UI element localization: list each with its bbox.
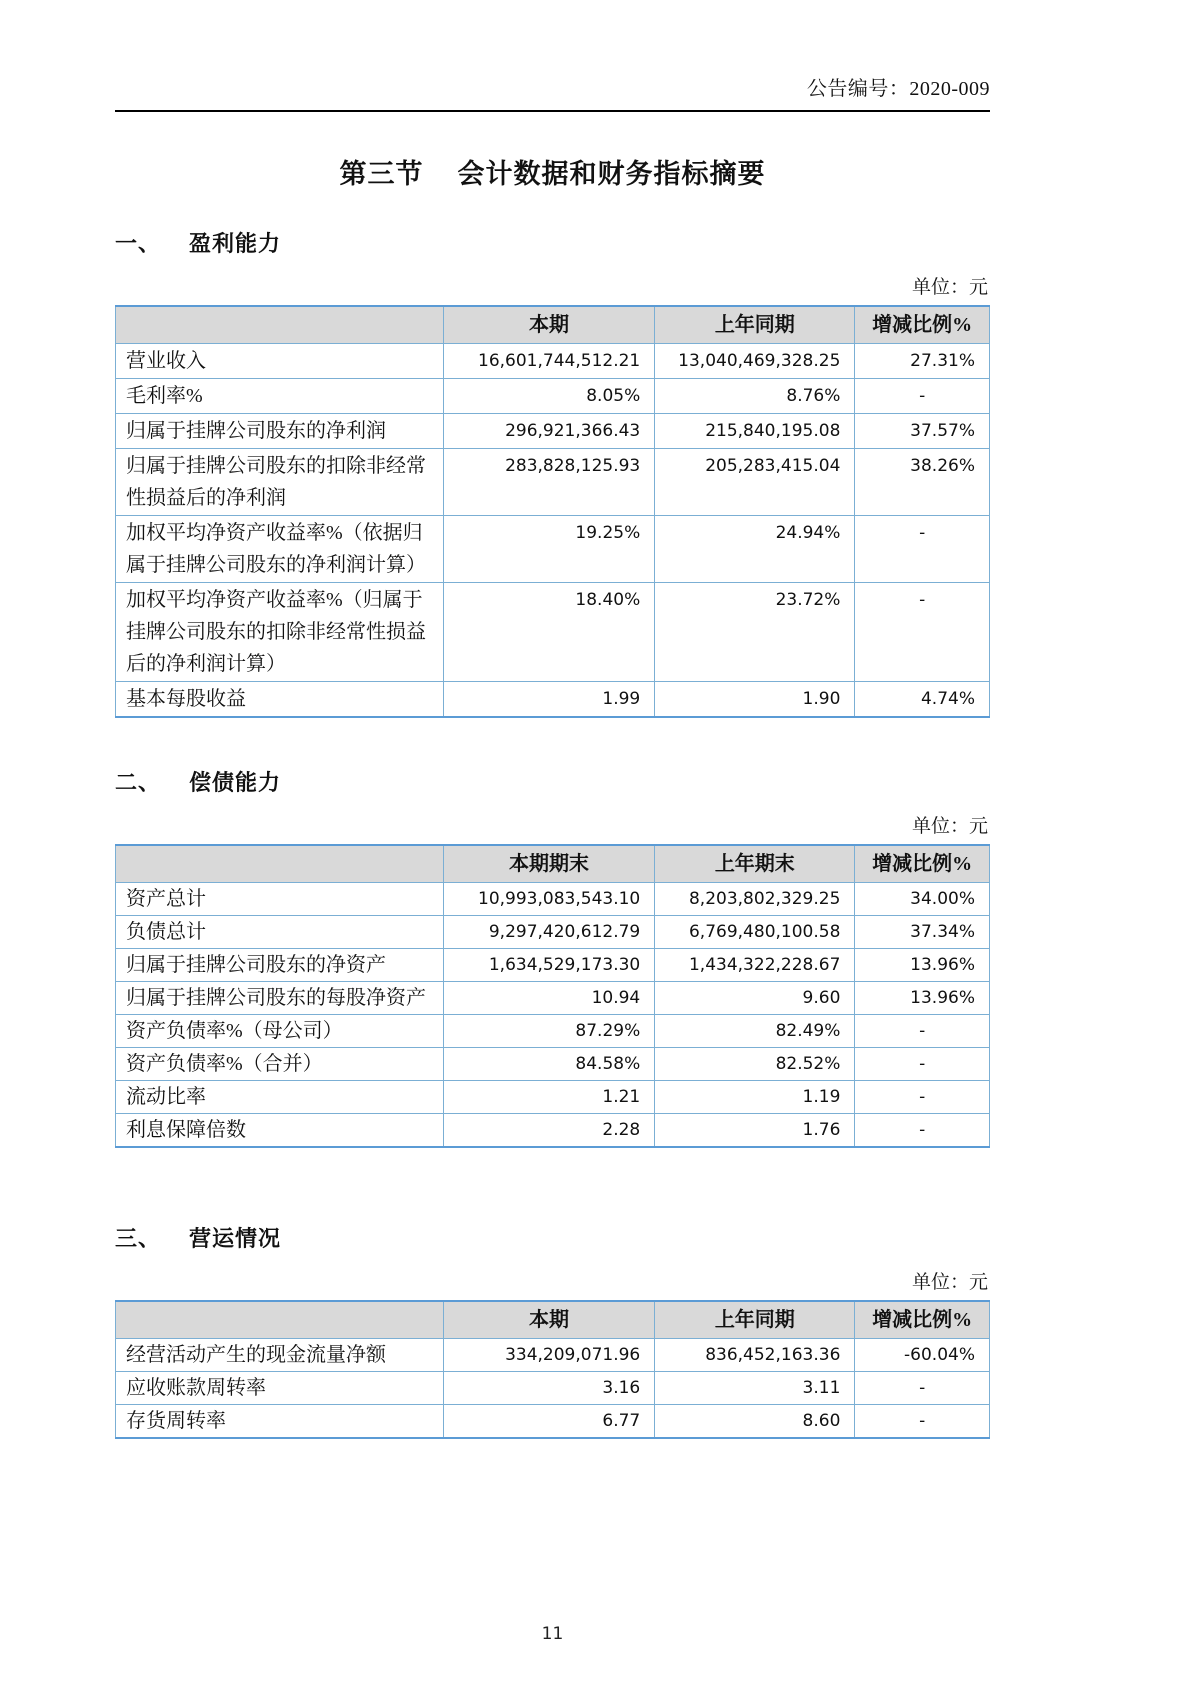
prior-value: 6,769,480,100.58 — [655, 916, 855, 949]
title-section-no: 第三节 — [339, 159, 424, 189]
change-value: 37.57% — [855, 414, 990, 449]
prior-value: 8.60 — [655, 1405, 855, 1439]
col-header-current: 本期 — [443, 306, 655, 344]
table-row — [116, 982, 990, 1015]
col-header-prior: 上年同期 — [655, 306, 855, 344]
prior-value: 82.52% — [655, 1048, 855, 1081]
prior-value: 205,283,415.04 — [655, 449, 855, 516]
prior-value: 23.72% — [655, 583, 855, 682]
col-header-blank — [116, 306, 444, 344]
row-label: 加权平均净资产收益率%（依据归属于挂牌公司股东的净利润计算） — [116, 516, 444, 583]
table-row — [116, 916, 990, 949]
change-value: 37.34% — [855, 916, 990, 949]
current-value: 1,634,529,173.30 — [443, 949, 655, 982]
change-value: -60.04% — [855, 1339, 990, 1372]
current-value: 9,297,420,612.79 — [443, 916, 655, 949]
row-label: 毛利率% — [116, 379, 444, 414]
table-row — [116, 1114, 990, 1148]
prior-value: 3.11 — [655, 1372, 855, 1405]
table-row — [116, 1339, 990, 1372]
current-value: 18.40% — [443, 583, 655, 682]
change-value: - — [855, 1114, 990, 1148]
prior-value: 8,203,802,329.25 — [655, 883, 855, 916]
section-number: 二、 — [115, 770, 162, 795]
row-label: 加权平均净资产收益率%（归属于挂牌公司股东的扣除非经常性损益后的净利润计算） — [116, 583, 444, 682]
change-value: 27.31% — [855, 344, 990, 379]
change-value: - — [855, 1015, 990, 1048]
change-value: - — [855, 1372, 990, 1405]
row-label: 归属于挂牌公司股东的每股净资产 — [116, 982, 444, 1015]
unit-note: 单位：元 — [911, 1272, 988, 1293]
table-row — [116, 583, 990, 682]
table-row — [116, 449, 990, 516]
row-label: 负债总计 — [116, 916, 444, 949]
col-header-change: 增减比例% — [855, 845, 990, 883]
section-heading — [115, 1222, 990, 1253]
prior-value: 1.90 — [655, 682, 855, 718]
col-header-current: 本期期末 — [443, 845, 655, 883]
table-row — [116, 414, 990, 449]
section-number: 一、 — [115, 231, 162, 256]
row-label: 营业收入 — [116, 344, 444, 379]
header-divider — [115, 110, 990, 112]
table-row — [116, 1405, 990, 1439]
current-value: 19.25% — [443, 516, 655, 583]
table-row — [116, 949, 990, 982]
change-value: 13.96% — [855, 949, 990, 982]
row-label: 资产负债率%（合并） — [116, 1048, 444, 1081]
prior-value: 1.19 — [655, 1081, 855, 1114]
row-label: 资产总计 — [116, 883, 444, 916]
current-value: 283,828,125.93 — [443, 449, 655, 516]
col-header-change: 增减比例% — [855, 1301, 990, 1339]
change-value: 34.00% — [855, 883, 990, 916]
table-row — [116, 1372, 990, 1405]
notice-number: 公告编号：2020-009 — [806, 78, 990, 100]
row-label: 归属于挂牌公司股东的净利润 — [116, 414, 444, 449]
page-number: 11 — [541, 1624, 564, 1644]
table-row — [116, 516, 990, 583]
current-value: 8.05% — [443, 379, 655, 414]
table-row — [116, 344, 990, 379]
change-value: - — [855, 1048, 990, 1081]
prior-value: 82.49% — [655, 1015, 855, 1048]
solvency-table — [115, 844, 990, 1148]
change-value: - — [855, 379, 990, 414]
current-value: 1.99 — [443, 682, 655, 718]
col-header-prior: 上年期末 — [655, 845, 855, 883]
current-value: 84.58% — [443, 1048, 655, 1081]
unit-note: 单位：元 — [911, 277, 988, 298]
table-header-row — [116, 1301, 990, 1339]
row-label: 经营活动产生的现金流量净额 — [116, 1339, 444, 1372]
col-header-blank — [116, 845, 444, 883]
current-value: 3.16 — [443, 1372, 655, 1405]
current-value: 334,209,071.96 — [443, 1339, 655, 1372]
current-value: 2.28 — [443, 1114, 655, 1148]
section-profitability — [115, 227, 990, 718]
prior-value: 215,840,195.08 — [655, 414, 855, 449]
change-value: - — [855, 1081, 990, 1114]
change-value: 4.74% — [855, 682, 990, 718]
section-title: 盈利能力 — [189, 231, 282, 256]
table-row — [116, 1048, 990, 1081]
section-heading — [115, 227, 990, 258]
operations-table — [115, 1300, 990, 1439]
section-solvency — [115, 766, 990, 1148]
current-value: 10,993,083,543.10 — [443, 883, 655, 916]
current-value: 87.29% — [443, 1015, 655, 1048]
col-header-current: 本期 — [443, 1301, 655, 1339]
prior-value: 24.94% — [655, 516, 855, 583]
col-header-change: 增减比例% — [855, 306, 990, 344]
prior-value: 1.76 — [655, 1114, 855, 1148]
profitability-table — [115, 305, 990, 718]
table-row — [116, 1081, 990, 1114]
current-value: 296,921,366.43 — [443, 414, 655, 449]
unit-note: 单位：元 — [911, 816, 988, 837]
table-row — [116, 682, 990, 718]
current-value: 1.21 — [443, 1081, 655, 1114]
prior-value: 13,040,469,328.25 — [655, 344, 855, 379]
col-header-prior: 上年同期 — [655, 1301, 855, 1339]
row-label: 资产负债率%（母公司） — [116, 1015, 444, 1048]
row-label: 应收账款周转率 — [116, 1372, 444, 1405]
prior-value: 9.60 — [655, 982, 855, 1015]
page-title — [115, 152, 990, 191]
prior-value: 8.76% — [655, 379, 855, 414]
current-value: 16,601,744,512.21 — [443, 344, 655, 379]
title-text: 会计数据和财务指标摘要 — [457, 159, 766, 189]
section-operations — [115, 1222, 990, 1439]
row-label: 归属于挂牌公司股东的扣除非经常性损益后的净利润 — [116, 449, 444, 516]
change-value: - — [855, 1405, 990, 1439]
section-title: 营运情况 — [189, 1226, 282, 1251]
row-label: 流动比率 — [116, 1081, 444, 1114]
row-label: 存货周转率 — [116, 1405, 444, 1439]
current-value: 6.77 — [443, 1405, 655, 1439]
row-label: 利息保障倍数 — [116, 1114, 444, 1148]
prior-value: 836,452,163.36 — [655, 1339, 855, 1372]
table-header-row — [116, 306, 990, 344]
row-label: 基本每股收益 — [116, 682, 444, 718]
section-title: 偿债能力 — [189, 770, 282, 795]
change-value: 38.26% — [855, 449, 990, 516]
table-row — [116, 379, 990, 414]
change-value: - — [855, 516, 990, 583]
section-heading — [115, 766, 990, 797]
col-header-blank — [116, 1301, 444, 1339]
table-row — [116, 1015, 990, 1048]
table-header-row — [116, 845, 990, 883]
change-value: 13.96% — [855, 982, 990, 1015]
change-value: - — [855, 583, 990, 682]
table-row — [116, 883, 990, 916]
current-value: 10.94 — [443, 982, 655, 1015]
section-number: 三、 — [115, 1226, 162, 1251]
row-label: 归属于挂牌公司股东的净资产 — [116, 949, 444, 982]
prior-value: 1,434,322,228.67 — [655, 949, 855, 982]
